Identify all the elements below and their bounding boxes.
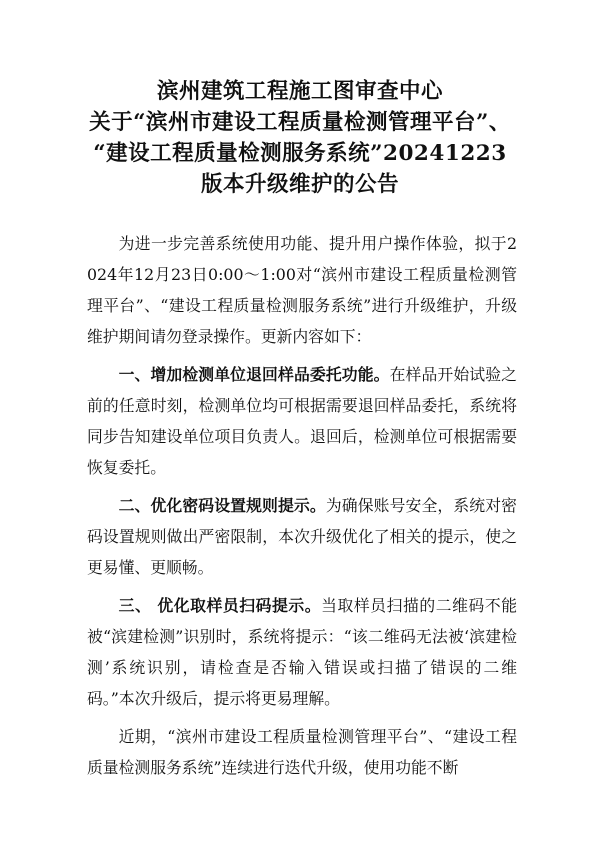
intro-text: 为进一步完善系统使用功能、提升用户操作体验，拟于2024年12月23日0:00～1:00对“滨州市建设工程质量检测管理平台”、“建设工程质量检测服务系统”进行升级维护，升级维护期间请勿登录操作。更新内容如下： bbox=[87, 234, 517, 346]
item-1-text: 在样品开始试验之前的任意时刻，检测单位均可根据需要退回样品委托，系统将同步告知建设单位项目负责人。退回后，检测单位可根据需要恢复委托。 bbox=[87, 365, 517, 477]
title-line-1: 滨州建筑工程施工图审查中心 bbox=[156, 79, 443, 104]
item-2-text: 为确保账号安全，系统对密码设置规则做出严密限制，本次升级优化了相关的提示，使之更易懂、更顺畅。 bbox=[87, 496, 517, 577]
document-title bbox=[60, 76, 540, 200]
intro-paragraph bbox=[87, 228, 517, 352]
item-3-paragraph bbox=[87, 590, 517, 714]
title-line-3: “建设工程质量检测服务系统”20241223 bbox=[93, 141, 507, 166]
closing-paragraph bbox=[87, 721, 517, 783]
item-2-paragraph bbox=[87, 490, 517, 583]
closing-text: 近期，“滨州市建设工程质量检测管理平台”、“建设工程质量检测服务系统”连续进行迭代升级，使用功能不断 bbox=[87, 727, 517, 777]
title-line-4: 版本升级维护的公告 bbox=[200, 172, 399, 197]
item-2-heading: 二、优化密码设置规则提示。 bbox=[118, 496, 326, 515]
item-1-heading: 一、增加检测单位退回样品委托功能。 bbox=[118, 365, 390, 384]
document-body bbox=[87, 228, 517, 790]
item-3-text: 当取样员扫描的二维码不能被“滨建检测”识别时，系统将提示：“该二维码无法被‘滨建检测’系统识别，请检查是否输入错误或扫描了错误的二维码。”本次升级后，提示将更易理解。 bbox=[87, 596, 517, 708]
item-3-heading: 三、 优化取样员扫码提示。 bbox=[118, 596, 322, 615]
item-1-paragraph bbox=[87, 359, 517, 483]
title-line-2: 关于“滨州市建设工程质量检测管理平台”、 bbox=[89, 110, 511, 135]
